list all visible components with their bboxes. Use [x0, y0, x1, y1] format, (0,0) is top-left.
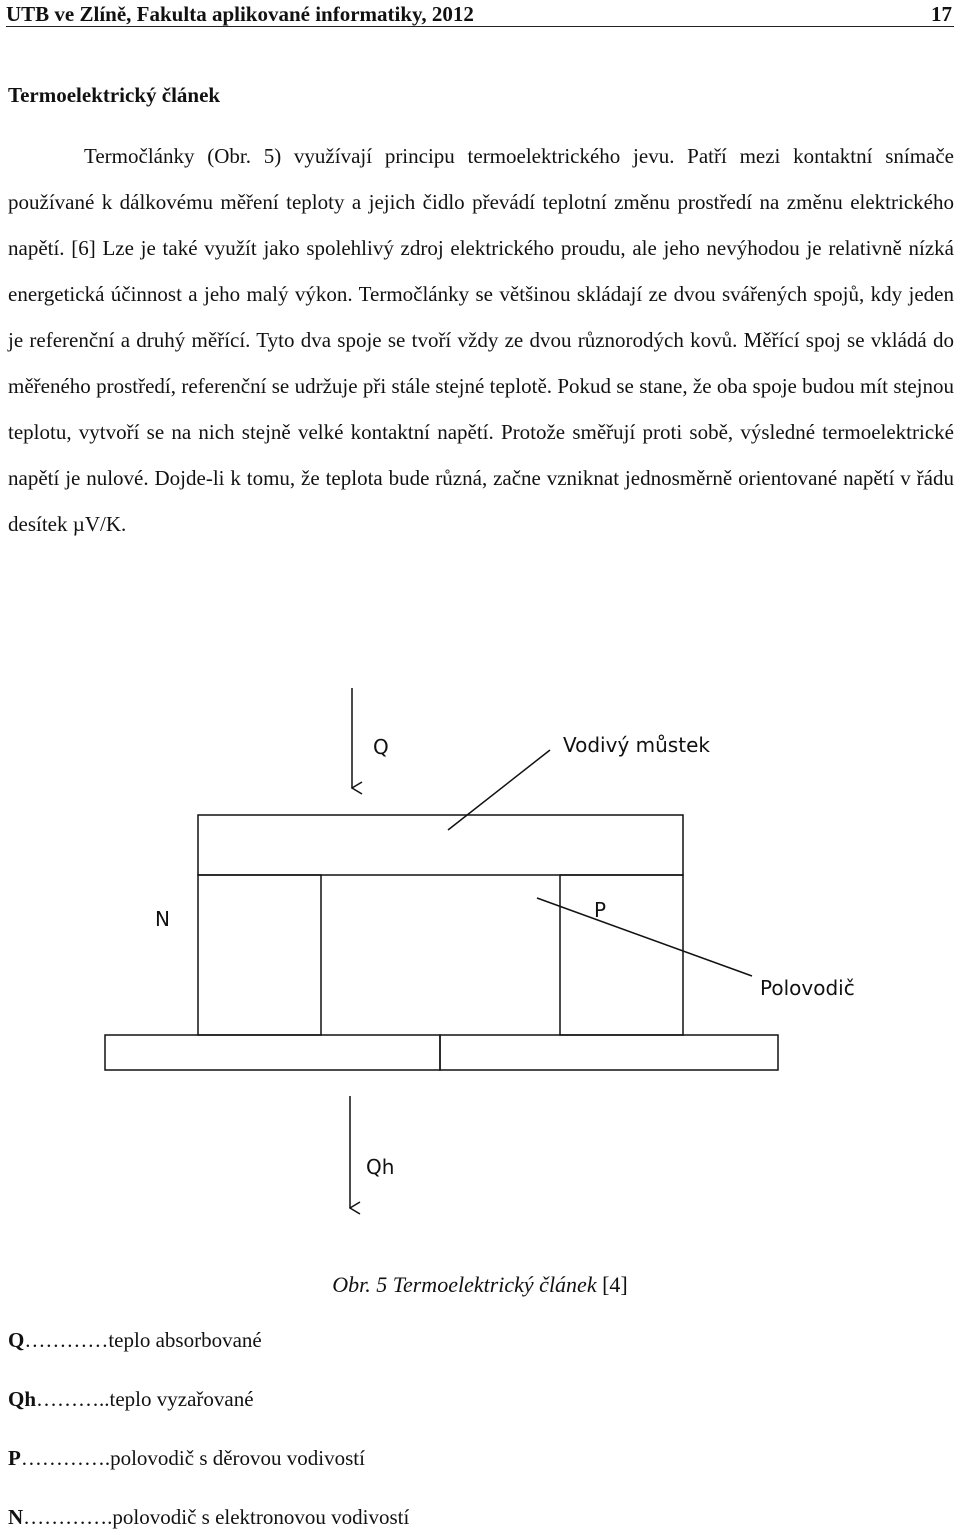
legend-key: P: [8, 1446, 21, 1470]
legend-text: ………….polovodič s děrovou vodivostí: [20, 1446, 365, 1470]
top-bridge: [198, 815, 683, 875]
caption-text: Obr. 5 Termoelektrický článek: [332, 1272, 597, 1297]
legend-item-n: [8, 1505, 409, 1530]
legend-text: …………teplo absorbované: [24, 1328, 262, 1352]
p-label: P: [594, 898, 607, 922]
thermocouple-diagram: [0, 660, 960, 1240]
bridge-leader-line: [448, 750, 550, 830]
caption-reference: [4]: [602, 1272, 628, 1297]
section-title: Termoelektrický článek: [8, 83, 221, 107]
legend-item-q: [8, 1328, 262, 1353]
n-leg: [198, 875, 321, 1035]
page-header: [6, 0, 954, 27]
legend-text: ………….polovodič s elektronovou vodivostí: [23, 1505, 410, 1529]
legend-text: ………..teplo vyzařované: [36, 1387, 254, 1411]
page-number: 17: [931, 2, 952, 26]
n-label: N: [155, 907, 170, 931]
thermocouple-figure: [0, 660, 960, 1240]
q-label: Q: [373, 735, 389, 759]
bridge-label: Vodivý můstek: [563, 733, 710, 757]
body-paragraph: Termočlánky (Obr. 5) využívají principu termoelektrického jevu. Patří mezi kontaktní snímače používané k dálkovému měření teploty a jejich čidlo převádí teplotní změnu prostředí na změnu elektrického napětí. [6] Lze je také využít jako spolehlivý zdroj elektrického proudu, ale jeho nevýhodou je relativně nízká energetická účinnost a jeho malý výkon. Termočlánky se většinou skládají ze dvou svářených spojů, kdy jeden je referenční a druhý měřící. Tyto dva spoje se tvoří vždy ze dvou různorodých kovů. Měřící spoj se vkládá do měřeného prostředí, referenční se udržuje při stále stejné teplotě. Pokud se stane, že oba spoje budou mít stejnou teplotu, vytvoří se na nich stejně velké kontaktní napětí. Protože směřují proti sobě, výsledné termoelektrické napětí je nulové. Dojde-li k tomu, že teplota bude různá, začne vzniknat jednosměrně orientované napětí v řádu desítek µV/K.: [8, 144, 954, 536]
p-leg: [560, 875, 683, 1035]
qh-label: Qh: [366, 1155, 395, 1179]
legend-item-qh: [8, 1387, 254, 1412]
legend-key: N: [8, 1505, 24, 1529]
legend-key: Q: [8, 1328, 25, 1352]
semiconductor-leader-line: [537, 898, 752, 976]
bottom-base-right: [440, 1035, 778, 1070]
legend-key: Qh: [8, 1387, 37, 1411]
figure-caption: [0, 1272, 960, 1298]
bottom-base-left: [105, 1035, 440, 1070]
legend-item-p: [8, 1446, 365, 1471]
header-title: UTB ve Zlíně, Fakulta aplikované informatiky, 2012: [6, 2, 474, 26]
semiconductor-label: Polovodič: [760, 976, 855, 1000]
